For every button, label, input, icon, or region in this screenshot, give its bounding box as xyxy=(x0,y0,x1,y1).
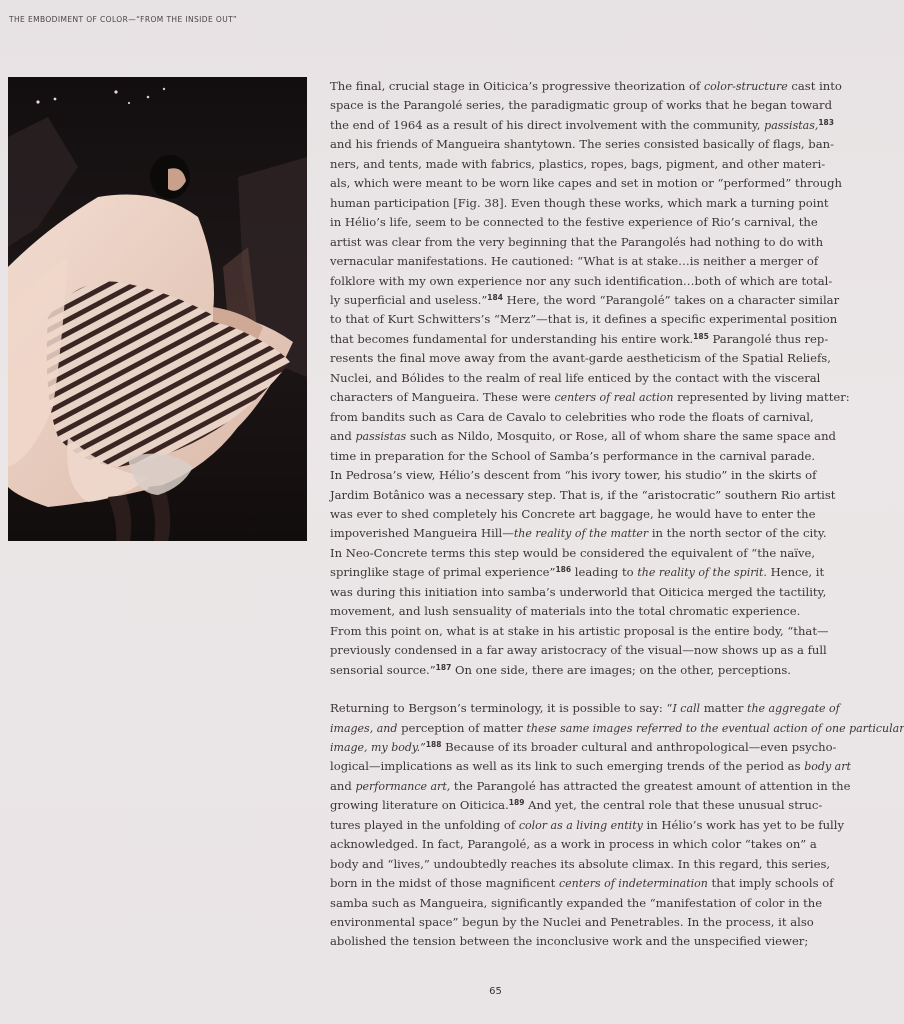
text-run: previously condensed in a far away aristocracy of the visual—now shows up as a full xyxy=(330,643,827,658)
text-line xyxy=(330,194,829,213)
text-run: born in the midst of those magnificent xyxy=(330,876,560,891)
text-line xyxy=(330,855,831,874)
text-line xyxy=(330,272,833,291)
text-run: in the north sector of the city. xyxy=(648,526,827,541)
text-run: And yet, the central role that these unusual struc- xyxy=(524,798,823,813)
text-run: resents the final move away from the avant-garde aestheticism of the Spatial Reliefs, xyxy=(330,351,831,366)
text-line xyxy=(330,369,821,388)
text-run: characters of Mangueira. These were xyxy=(330,390,555,405)
text-run: sensorial source.” xyxy=(330,662,436,677)
text-line xyxy=(330,699,840,718)
text-run: folklore with my own experience nor any such identification…both of which are total- xyxy=(330,273,833,288)
text-line xyxy=(330,641,827,660)
text-run: in Hélio’s work has yet to be fully xyxy=(642,817,845,832)
text-run: represented by living matter: xyxy=(673,390,850,405)
text-line xyxy=(330,486,836,505)
text-run: ners, and tents, made with fabrics, plastics, ropes, bags, pigment, and other materi- xyxy=(330,156,826,171)
text-line xyxy=(330,330,829,349)
footnote-ref: 189 xyxy=(508,798,525,808)
body-text xyxy=(330,77,904,952)
text-line xyxy=(330,874,834,893)
text-run: impoverished Mangueira Hill— xyxy=(330,526,514,541)
text-run: movement, and lush sensuality of materials into the total chromatic experience. xyxy=(330,604,801,619)
paragraph-2 xyxy=(330,699,904,952)
text-run: from bandits such as Cara de Cavalo to celebrities who rode the floats of carnival, xyxy=(330,409,814,424)
text-line xyxy=(330,408,814,427)
text-run: On one side, there are images; on the other, perceptions. xyxy=(451,662,791,677)
text-run: space is the Parangolé series, the paradigmatic group of works that he began toward xyxy=(330,98,832,113)
text-run: the Parangolé has attracted the greatest amount of attention in the xyxy=(450,778,851,793)
text-run: Nuclei, and Bólides to the realm of real life enticed by the contact with the visceral xyxy=(330,370,821,385)
text-run: ly superficial and useless.” xyxy=(330,292,488,307)
text-run: in Hélio’s life, seem to be connected to the festive experience of Rio’s carnival, the xyxy=(330,215,818,230)
text-run: cast into xyxy=(787,79,842,93)
text-run: and xyxy=(330,778,356,793)
text-run: springlike stage of primal experience” xyxy=(330,565,556,580)
text-run: body and “lives,” undoubtedly reaches its absolute climax. In this regard, this series, xyxy=(330,856,831,871)
text-run: time in preparation for the School of Samba’s performance in the carnival parade. xyxy=(330,448,816,463)
text-line xyxy=(330,835,817,854)
text-run: growing literature on Oiticica. xyxy=(330,798,509,813)
text-line xyxy=(330,213,818,232)
italic-run: the reality of the matter xyxy=(513,527,649,541)
text-run: In Pedrosa’s view, Hélio’s descent from “his ivory tower, his studio” in the skirts of xyxy=(330,468,817,483)
text-run: logical—implications as well as its link to such emerging trends of the period as xyxy=(330,759,805,774)
italic-run: centers of real action xyxy=(554,391,674,405)
paragraph-1 xyxy=(330,77,850,680)
text-run: samba such as Mangueira, significantly expanded the “manifestation of color in the xyxy=(330,895,823,910)
text-line xyxy=(330,602,802,621)
text-line xyxy=(330,913,814,932)
italic-run: centers of indetermination xyxy=(559,877,708,891)
text-run: was ever to shed completely his Concrete art baggage, he would have to enter the xyxy=(330,506,816,521)
text-run: such as Nildo, Mosquito, or Rose, all of whom share the same space and xyxy=(406,429,836,444)
text-line xyxy=(330,544,816,563)
text-run: to that of Kurt Schwitters’s “Merz”—that is, it defines a specific experimental position xyxy=(330,312,838,327)
italic-run: performance art, xyxy=(355,779,451,793)
text-run: perception of matter xyxy=(397,720,527,735)
text-run: Here, the word “Parangolé” takes on a character similar xyxy=(502,292,840,307)
text-line xyxy=(330,155,826,174)
running-head: THE EMBODIMENT OF COLOR—“FROM THE INSIDE OUT” xyxy=(9,15,238,24)
footnote-ref: 186 xyxy=(555,565,572,575)
text-line xyxy=(330,310,838,329)
text-run: artist was clear from the very beginning that the Parangolés had nothing to do with xyxy=(330,234,824,249)
text-run: In Neo-Concrete terms this step would be considered the equivalent of “the naïve, xyxy=(330,545,816,560)
text-line xyxy=(330,233,824,252)
text-line xyxy=(330,116,834,135)
footnote-ref: 183 xyxy=(818,117,834,127)
text-line xyxy=(330,174,842,193)
italic-run: body art xyxy=(804,760,851,774)
text-line xyxy=(330,77,842,96)
footnote-ref: 185 xyxy=(693,331,709,341)
italic-run: color as a living entity xyxy=(518,818,643,832)
italic-run: passistas, xyxy=(764,118,819,132)
text-line xyxy=(330,719,904,738)
text-line xyxy=(330,427,836,446)
footnote-ref: 184 xyxy=(487,292,503,302)
text-line xyxy=(330,135,835,154)
text-run: vernacular manifestations. He cautioned: “What is at stake…is neither a merger of xyxy=(330,254,819,269)
text-line xyxy=(330,757,851,776)
text-line xyxy=(330,96,832,115)
text-run: leading to xyxy=(571,565,638,580)
text-run: was during this initiation into samba’s underworld that Oiticica merged the tactility, xyxy=(330,584,827,599)
text-line xyxy=(330,661,802,680)
text-line xyxy=(330,563,825,582)
italic-run: color-structure xyxy=(703,80,788,93)
text-run: tures played in the unfolding of xyxy=(330,817,519,832)
text-run: From this point on, what is at stake in his artistic proposal is the entire body, “that— xyxy=(330,623,829,638)
text-line xyxy=(330,816,845,835)
text-line xyxy=(330,738,837,757)
text-line xyxy=(330,349,831,368)
text-line xyxy=(330,583,827,602)
text-run: matter xyxy=(700,701,748,716)
italic-run: the reality of the spirit. xyxy=(637,566,767,580)
footnote-ref: 187 xyxy=(435,662,452,672)
italic-run: passistas xyxy=(355,430,407,444)
text-line xyxy=(330,505,816,524)
footnote-ref: 188 xyxy=(425,739,442,749)
text-line xyxy=(330,777,851,796)
dancer-in-parangole-photo xyxy=(8,77,307,541)
text-run: that becomes fundamental for understanding his entire work. xyxy=(330,331,694,346)
text-run: and xyxy=(330,429,356,444)
text-run: als, which were meant to be worn like capes and set in motion or “performed” through xyxy=(330,176,842,191)
text-run: acknowledged. In fact, Parangolé, as a work in process in which color “takes on” a xyxy=(330,837,817,852)
text-run: environmental space” begun by the Nuclei and Penetrables. In the process, it also xyxy=(330,915,814,930)
italic-run: these same images referred to the eventual action of one particular xyxy=(526,721,904,735)
text-line xyxy=(330,388,850,407)
text-run: Hence, it xyxy=(766,565,825,580)
text-run: Jardim Botânico was a necessary step. That is, if the “aristocratic” southern Rio artist xyxy=(330,487,836,502)
text-line xyxy=(330,466,817,485)
italic-run: I call xyxy=(672,702,701,716)
text-run: the end of 1964 as a result of his direct involvement with the community, xyxy=(330,117,765,132)
italic-run: the aggregate of xyxy=(747,702,840,716)
text-run: The final, crucial stage in Oiticica’s progressive theorization of xyxy=(330,79,704,93)
text-run: Because of its broader cultural and anthropological—even psycho- xyxy=(441,739,837,754)
text-line xyxy=(330,894,823,913)
italic-run: image, my body.” xyxy=(330,740,426,754)
italic-run: images, and xyxy=(330,721,398,735)
text-line xyxy=(330,291,840,310)
figure-photograph xyxy=(8,77,307,541)
page-number: 65 xyxy=(489,986,502,997)
text-run: that imply schools of xyxy=(707,876,834,891)
text-run: Parangolé thus rep- xyxy=(708,331,829,346)
text-line xyxy=(330,252,819,271)
text-line xyxy=(330,932,809,951)
text-line xyxy=(330,447,816,466)
text-run: abolished the tension between the inconclusive work and the unspecified viewer; xyxy=(330,934,809,949)
text-line xyxy=(330,622,829,641)
text-line xyxy=(330,796,823,815)
text-run: and his friends of Mangueira shantytown. The series consisted basically of flags, ban- xyxy=(330,137,835,152)
text-run: Returning to Bergson’s terminology, it is possible to say: “ xyxy=(330,701,673,716)
text-line xyxy=(330,524,827,543)
text-run: human participation [Fig. 38]. Even though these works, which mark a turning point xyxy=(330,195,829,210)
